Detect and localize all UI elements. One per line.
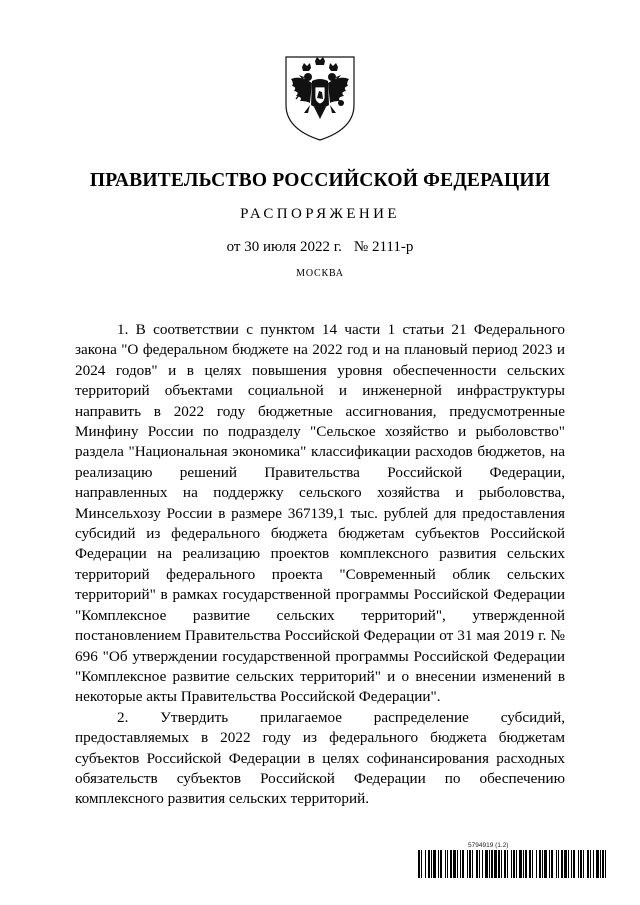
- document-body: [75, 320, 565, 810]
- document-date-line: [0, 239, 640, 256]
- page-title: ПРАВИТЕЛЬСТВО РОССИЙСКОЙ ФЕДЕРАЦИИ: [89, 170, 551, 191]
- paragraph-2: 2. Утвердить прилагаемое распределение субсидий, предоставляемых в 2022 году из федерального бюджета бюджетам субъектов Российской Федерации в целях софинансирования расходных обязательств субъектов Российской Федерации по обеспечению комплексного развития сельских территорий.: [75, 708, 565, 808]
- paragraph-1: 1. В соответствии с пунктом 14 части 1 статьи 21 Федерального закона "О федеральном бюджете на 2022 год и на плановый период 2023 и 2024 годов" и в целях повышения уровня обеспеченности сельских территорий объектами социальной и инженерной инфраструктуры направить в 2022 году бюджетные ассигнования, предусмотренные Минфину России по подразделу "Сельское хозяйство и рыболовство" раздела "Национальная экономика" классификации расходов бюджетов, на реализацию решений Правительства Российской Федерации, направленных на поддержку сельского хозяйства и рыболовства, Минсельхозу России в размере 367139,1 тыс. рублей для предоставления субсидий из федерального бюджета бюджетам субъектов Российской Федерации на реализацию проектов комплексного развития сельских территорий федерального проекта "Современный облик сельских территорий" в рамках государственной программы Российской Федерации "Комплексное развитие сельских территорий", утвержденной постановлением Правительства Российской Федерации от 31 мая 2019 г. № 696 "Об утверждении государственной программы Российской Федерации "Комплексное развитие сельских территорий" и о внесении изменений в некоторые акты Правительства Российской Федерации".: [75, 321, 565, 706]
- russian-coat-of-arms-icon: [280, 53, 360, 143]
- barcode-label: 5794919 (1.2): [468, 842, 509, 849]
- barcode-block: [418, 842, 606, 878]
- document-number: № 2111-р: [353, 239, 414, 255]
- barcode-icon: [418, 850, 606, 878]
- document-city: МОСКВА: [296, 268, 344, 279]
- document-date: от 30 июля 2022 г.: [226, 239, 342, 255]
- document-type: РАСПОРЯЖЕНИЕ: [240, 206, 400, 222]
